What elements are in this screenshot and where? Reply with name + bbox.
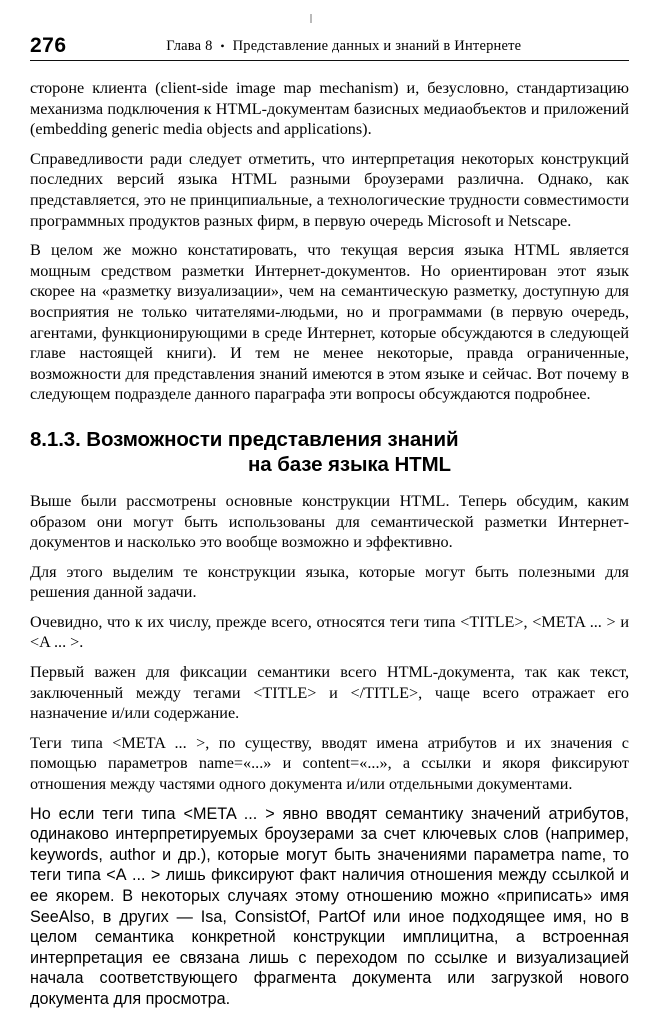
page-number: 276 bbox=[30, 34, 67, 57]
section-heading-line-2: на базе языка HTML bbox=[248, 452, 451, 476]
running-head-subject: Представление данных и знаний в Интернете bbox=[232, 38, 522, 54]
paragraph: В целом же можно констатировать, что текущая версия языка HTML является мощным средством разметки Интернет-документов. Но ориентирован этот язык скорее на «разметку визуализации», чем на семантическую разметку, доступную для восприятия не только читателями-людьми, но и программами (в первую очередь, агентами, функционирующими в среде Интернет, которые обсуждаются в следующей главе настоящей книги). И тем не менее некоторые, правда ограниченные, возможности для представления знаний имеются в этом языке и сейчас. Вот почему в следующем подразделе данного параграфа эти вопросы обсуждаются подробнее. bbox=[30, 241, 629, 404]
paragraph: Первый важен для фиксации семантики всего HTML-документа, так как текст, заключенный между тегами <TITLE> и </TITLE>, чаще всего отражает его назначение и/или содержание. bbox=[30, 663, 629, 723]
running-head-separator: • bbox=[220, 39, 225, 54]
page-body bbox=[30, 78, 629, 1010]
paragraph: Для этого выделим те конструкции языка, которые могут быть полезными для решения данной задачи. bbox=[30, 562, 629, 602]
running-head-chapter: Глава 8 bbox=[166, 38, 213, 54]
section-heading bbox=[30, 427, 629, 477]
paragraph: Теги типа <META ... >, по существу, вводят имена атрибутов и их значения с помощью параметров name=«...» и content=«...», а ссылки и якоря фиксируют отношения между частями одного документа и/или отдельными документами. bbox=[30, 733, 629, 794]
paragraph: Очевидно, что к их числу, прежде всего, относятся теги типа <TITLE>, <META ... > и <A ... >. bbox=[30, 612, 629, 652]
running-head-title bbox=[67, 38, 629, 60]
paragraph: Выше были рассмотрены основные конструкции HTML. Теперь обсудим, каким образом они могут быть использованы для семантической разметки Интернет-документов и насколько это вообще возможно и эффективно. bbox=[30, 491, 629, 552]
paragraph: Справедливости ради следует отметить, что интерпретация некоторых конструкций последних версий языка HTML разными броузерами различна. Однако, как представляется, это не принципиальные, а технологические трудности совместимости программных продуктов разных фирм, в первую очередь Microsoft и Netscape. bbox=[30, 149, 629, 230]
paragraph: Но если теги типа <META ... > явно вводят семантику значений атрибутов, одинаково интерпретируемых броузерами за счет ключевых слов (например, keywords, author и др.), которые могут быть значениями параметра name, то теги типа <А ... > лишь фиксируют факт наличия отношения между ссылкой и ее якорем. В некоторых случаях этому отношению можно «приписать» имя SeeAlso, в других — Isa, ConsistOf, PartOf или иное подходящее имя, но в целом семантика конкретной конструкции имплицитна, а встроенная интерпретация ее связана лишь с переходом по ссылке и визуализацией начала соответствующего фрагмента документа или загрузкой нового документа для просмотра. bbox=[30, 804, 629, 1008]
section-heading-line-1: 8.1.3. Возможности представления знаний bbox=[30, 427, 459, 451]
scan-artifact bbox=[310, 14, 312, 23]
paragraph: стороне клиента (client-side image map mechanism) и, безусловно, стандартизацию механизма подключения к HTML-документам базисных медиаобъектов и приложений (embedding generic media objects and applications). bbox=[30, 79, 629, 139]
running-head bbox=[30, 26, 629, 61]
